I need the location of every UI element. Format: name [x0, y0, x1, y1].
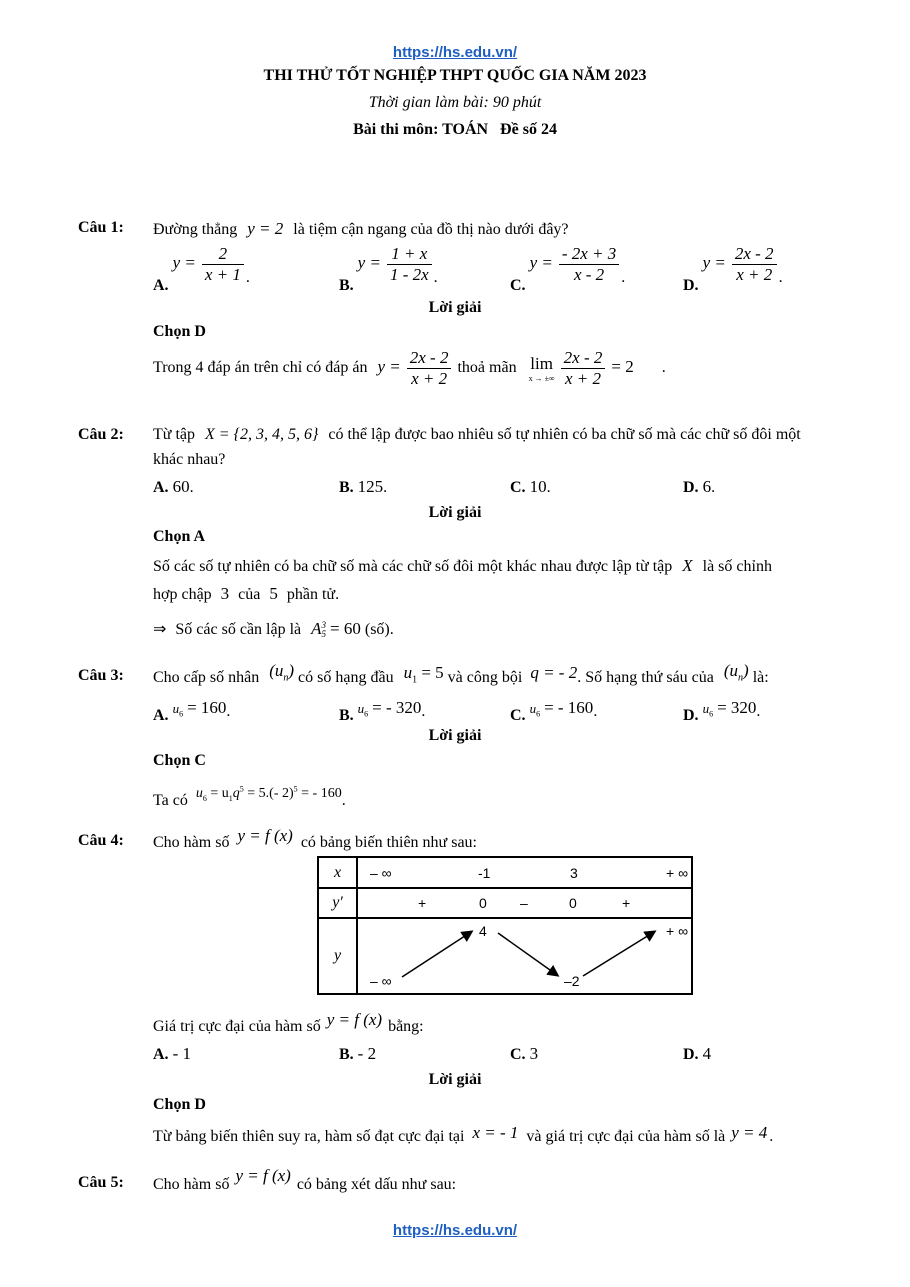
- question-5-label: Câu 5:: [78, 1174, 124, 1191]
- question-1-option-c[interactable]: C. y = $\frac{- 2x + 3}{x - 2}$ .: [510, 244, 626, 295]
- question-1-label: Câu 1:: [78, 219, 124, 236]
- question-2-option-b[interactable]: B. 125.: [339, 477, 388, 496]
- question-4-solution-heading: Lời giải: [428, 1071, 482, 1088]
- variation-arrows: [358, 919, 694, 995]
- table-derivative-label: y′: [318, 888, 357, 918]
- question-4-answer: Chọn D: [153, 1096, 206, 1113]
- question-4-option-c[interactable]: C. 3: [510, 1044, 539, 1063]
- question-1-solution-text: Trong 4 đáp án trên chỉ có đáp án y = $\frac{2x - 2}{x + 2}$ thoả mãn lim x → ±∞ $\frac{2x - 2}{x + 2}$ = 2 .: [153, 348, 666, 388]
- table-x-label: x: [318, 857, 357, 888]
- question-4-label: Câu 4:: [78, 832, 124, 849]
- question-2-solution-heading: Lời giải: [428, 504, 482, 521]
- question-1-solution-heading: Lời giải: [428, 299, 482, 316]
- variation-table: [317, 856, 693, 995]
- table-y-label: y: [318, 918, 357, 994]
- question-2-solution-line-2: hợp chập 3 của 5 phần tử.: [153, 584, 340, 603]
- question-1-answer: Chọn D: [153, 323, 206, 340]
- question-2-text: Từ tập X = {2, 3, 4, 5, 6} có thể lập được bao nhiêu số tự nhiên có ba chữ số mà các chữ số đôi một: [153, 426, 801, 443]
- question-1-option-a[interactable]: A. y = $\frac{2}{x + 1}$ .: [153, 244, 250, 295]
- question-1-text: Đường thẳng y = 2 là tiệm cận ngang của đồ thị nào dưới đây?: [153, 219, 569, 238]
- question-4-option-a[interactable]: A. - 1: [153, 1044, 191, 1063]
- y-max-value: 4: [479, 923, 487, 939]
- question-2-option-d[interactable]: D. 6.: [683, 477, 716, 496]
- question-2-solution-line-1: Số các số tự nhiên có ba chữ số mà các chữ số đôi một khác nhau được lập từ tập X là số chỉnh: [153, 556, 772, 575]
- footer-link[interactable]: https://hs.edu.vn/: [392, 1222, 518, 1239]
- y-plus-inf: + ∞: [666, 923, 689, 939]
- question-3-option-a[interactable]: A. $u_6 = 160$.: [153, 698, 231, 724]
- question-2-label: Câu 2:: [78, 426, 124, 443]
- question-4-option-d[interactable]: D. 4: [683, 1044, 712, 1063]
- question-4-option-b[interactable]: B. - 2: [339, 1044, 377, 1063]
- increasing-arrow-1: [402, 932, 471, 977]
- increasing-arrow-2: [583, 932, 654, 976]
- y-minus-inf: – ∞: [370, 973, 392, 989]
- question-4-solution-text: Từ bảng biến thiên suy ra, hàm số đạt cực đại tại x = - 1 và giá trị cực đại của hàm số là y = 4 .: [153, 1123, 774, 1145]
- table-x-row: – ∞ -1 3 + ∞: [357, 857, 692, 888]
- exam-subject: Bài thi môn: TOÁN Đề số 24: [353, 121, 557, 138]
- y-min-value: –2: [564, 973, 580, 989]
- question-2-solution-line-3: ⇒ Số các số cần lập là A 3 5 = 60 (số).: [153, 619, 394, 640]
- question-5-text: Cho hàm số y = f (x) có bảng xét dấu như sau:: [153, 1166, 457, 1193]
- table-y-row: [357, 918, 692, 994]
- question-2-text-cont: khác nhau?: [153, 451, 226, 468]
- exam-title: THI THỬ TỐT NGHIỆP THPT QUỐC GIA NĂM 2023: [263, 67, 647, 84]
- header-link[interactable]: https://hs.edu.vn/: [392, 44, 518, 61]
- question-3-solution-heading: Lời giải: [428, 727, 482, 744]
- question-4-text: Cho hàm số y = f (x) có bảng biến thiên như sau:: [153, 826, 477, 851]
- implies-icon: ⇒: [153, 621, 167, 638]
- question-3-option-c[interactable]: C. $u_6$ = - 160.: [510, 698, 598, 724]
- question-2-option-a[interactable]: A. 60.: [153, 477, 194, 496]
- question-3-option-d[interactable]: D. $u_6 = 320$.: [683, 698, 761, 724]
- question-1-option-d[interactable]: D. y = $\frac{2x - 2}{x + 2}$ .: [683, 244, 783, 295]
- exam-time: Thời gian làm bài: 90 phút: [368, 94, 542, 111]
- question-3-answer: Chọn C: [153, 752, 206, 769]
- question-3-label: Câu 3:: [78, 667, 124, 684]
- question-3-text: Cho cấp số nhân $(u_n)$ có số hạng đầu $u_1 = 5$ và công bội q = - 2. Số hạng thứ sáu của $(u_n)$ là:: [153, 661, 769, 686]
- table-derivative-row: + 0 – 0 +: [357, 888, 692, 918]
- question-2-option-c[interactable]: C. 10.: [510, 477, 551, 496]
- question-2-answer: Chọn A: [153, 528, 206, 545]
- question-3-solution-text: Ta có $u_6 = u_1q^5 = 5.(-$ 2)$^5$ = - 160.: [153, 784, 346, 809]
- question-3-option-b[interactable]: B. $u_6$ = - 320.: [339, 698, 426, 724]
- decreasing-arrow: [498, 933, 557, 975]
- question-1-option-b[interactable]: B. y = $\frac{1 + x}{1 - 2x}$ .: [339, 244, 438, 295]
- question-4-prompt: Giá trị cực đại của hàm số y = f (x) bằng:: [153, 1010, 424, 1035]
